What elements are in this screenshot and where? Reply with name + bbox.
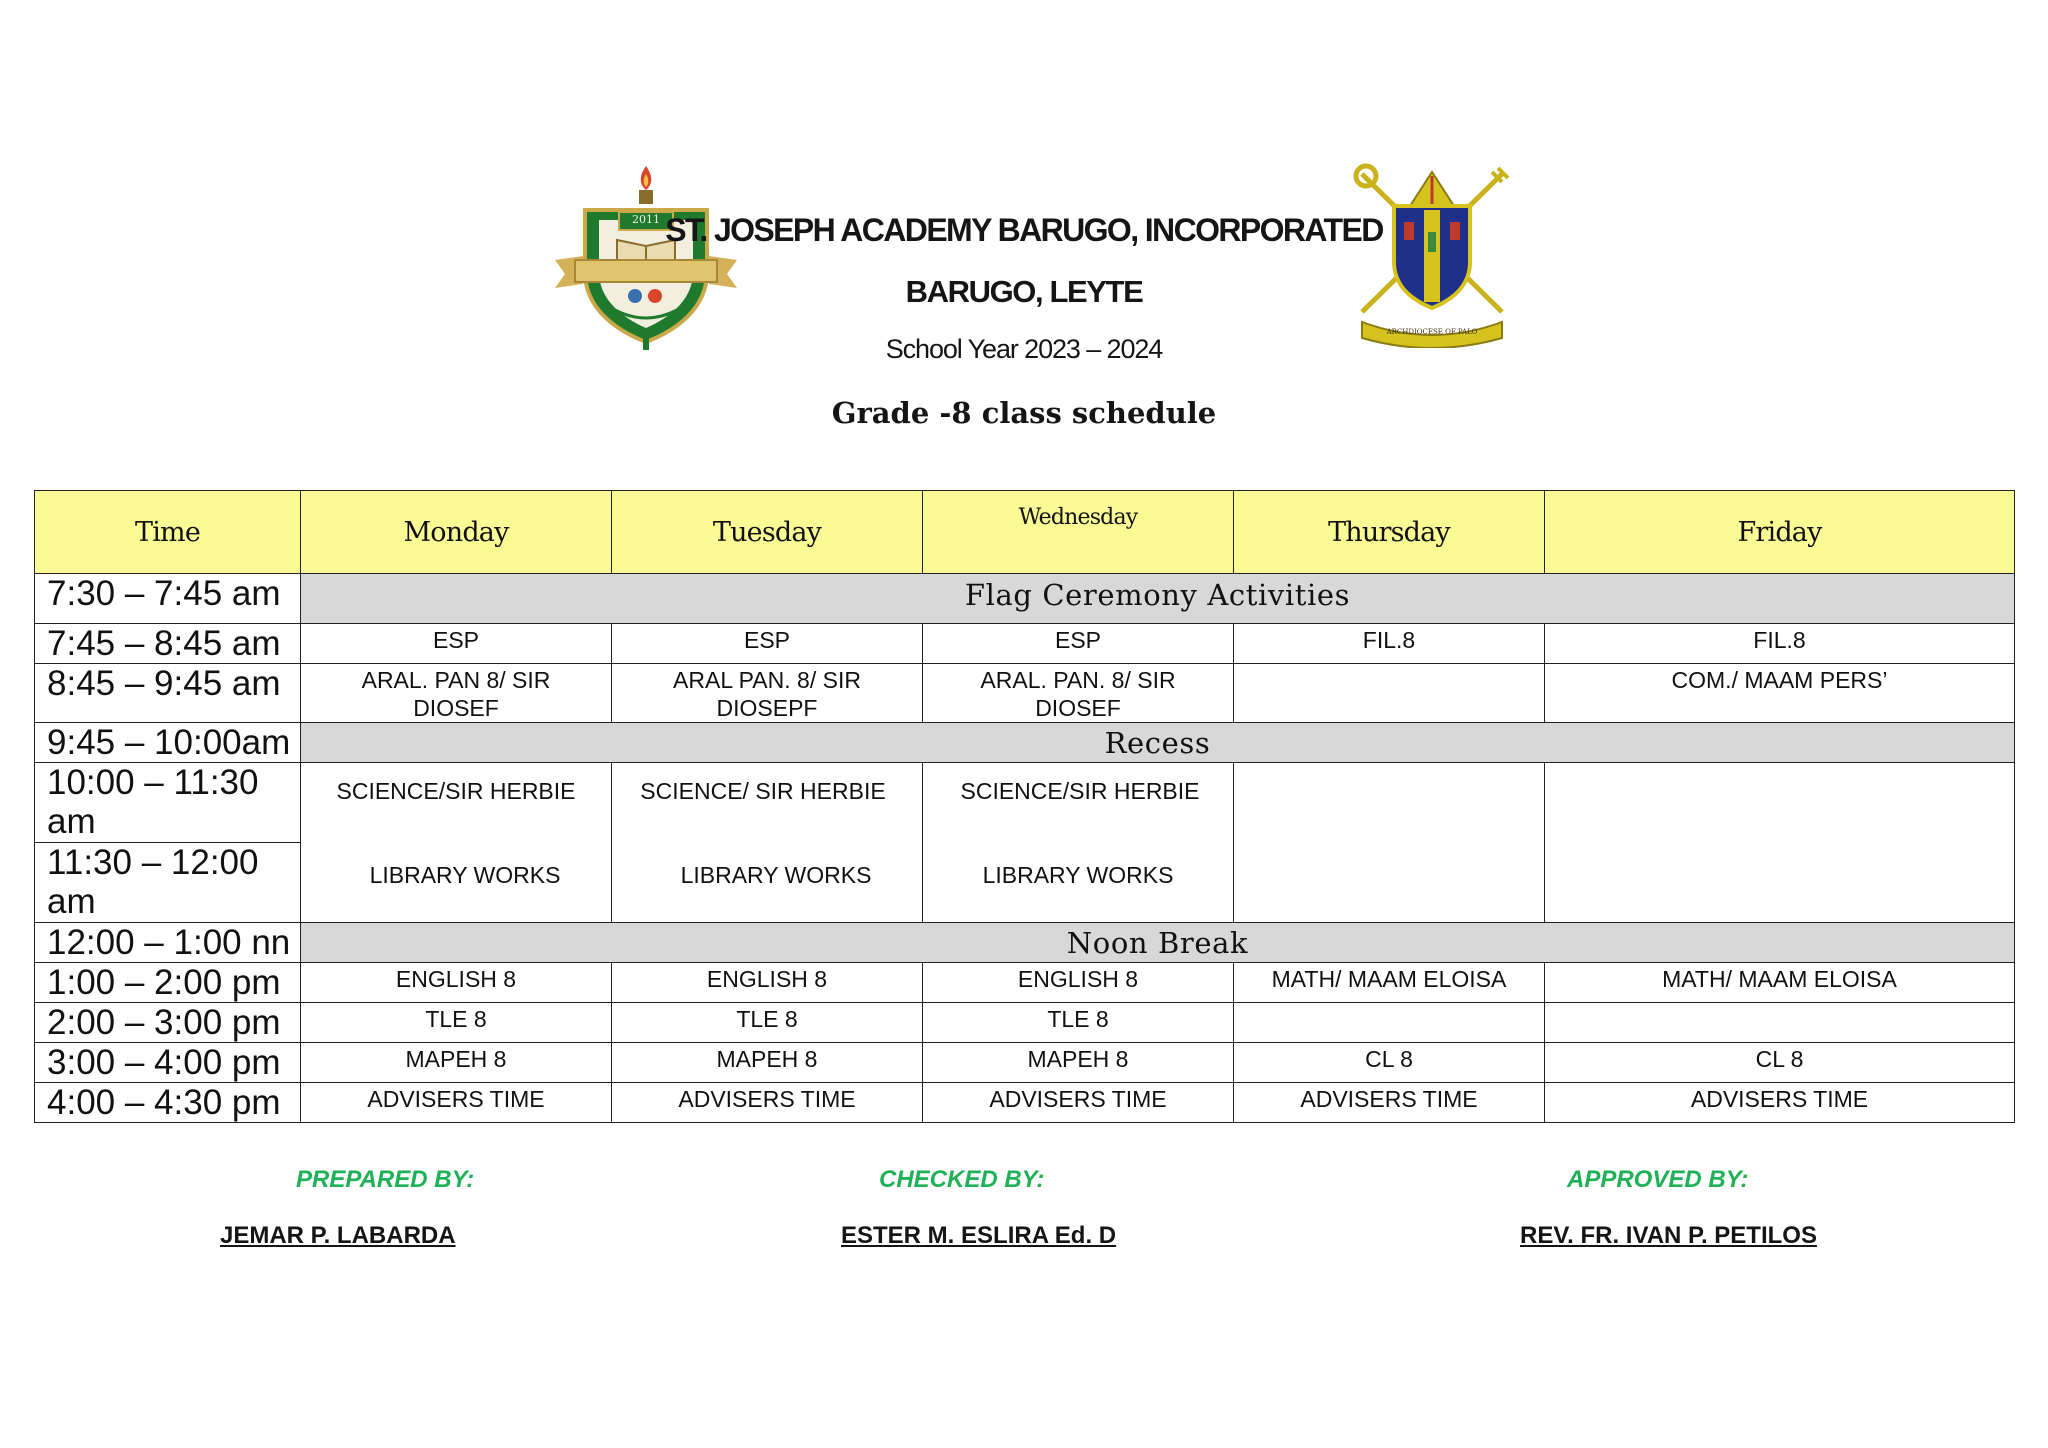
table-row <box>35 923 2015 963</box>
flag-ceremony-cell: Flag Ceremony Activities <box>301 574 2015 624</box>
schedule-cell: FIL.8 <box>1234 624 1545 664</box>
column-header-monday: Monday <box>301 491 612 574</box>
table-row <box>35 1043 2015 1083</box>
schedule-cell-merged <box>923 763 1234 923</box>
library-label: LIBRARY WORKS <box>369 862 561 888</box>
schedule-cell-merged <box>301 763 612 923</box>
table-row <box>35 723 2015 763</box>
schedule-cell-empty <box>1234 763 1545 923</box>
schedule-title: Grade -8 class schedule <box>831 396 1217 430</box>
time-cell: 12:00 – 1:00 nn <box>35 923 301 963</box>
schedule-cell-empty <box>1545 763 2015 923</box>
noon-break-cell: Noon Break <box>301 923 2015 963</box>
table-row <box>35 624 2015 664</box>
schedule-cell: ARAL. PAN. 8/ SIR DIOSEF <box>923 664 1234 723</box>
time-cell: 4:00 – 4:30 pm <box>35 1083 301 1123</box>
time-cell: 2:00 – 3:00 pm <box>35 1003 301 1043</box>
time-cell: 3:00 – 4:00 pm <box>35 1043 301 1083</box>
time-cell: 7:45 – 8:45 am <box>35 624 301 664</box>
schedule-cell: CL 8 <box>1545 1043 2015 1083</box>
document-header <box>0 0 2048 450</box>
schedule-cell: MAPEH 8 <box>612 1043 923 1083</box>
schedule-cell: MATH/ MAAM ELOISA <box>1234 963 1545 1003</box>
table-row <box>35 1083 2015 1123</box>
schedule-cell: TLE 8 <box>612 1003 923 1043</box>
column-header-tuesday: Tuesday <box>612 491 923 574</box>
approved-by-name: REV. FR. IVAN P. PETILOS <box>1520 1222 1817 1249</box>
schedule-cell: MAPEH 8 <box>923 1043 1234 1083</box>
schedule-cell: ESP <box>923 624 1234 664</box>
time-cell: 11:30 – 12:00 am <box>35 843 301 923</box>
schedule-cell: TLE 8 <box>301 1003 612 1043</box>
schedule-cell: ENGLISH 8 <box>301 963 612 1003</box>
school-name: ST. JOSEPH ACADEMY BARUGO, INCORPORATED <box>665 212 1383 248</box>
schedule-cell: ARAL. PAN 8/ SIR DIOSEF <box>301 664 612 723</box>
schedule-cell: ENGLISH 8 <box>612 963 923 1003</box>
column-header-thursday: Thursday <box>1234 491 1545 574</box>
science-label: SCIENCE/SIR HERBIE <box>336 778 576 804</box>
column-header-friday: Friday <box>1545 491 2015 574</box>
table-row <box>35 763 2015 843</box>
schedule-cell: CL 8 <box>1234 1043 1545 1083</box>
library-label: LIBRARY WORKS <box>680 862 872 888</box>
header-row <box>35 491 2015 574</box>
schedule-table <box>34 490 2015 1123</box>
time-cell: 7:30 – 7:45 am <box>35 574 301 624</box>
table-row <box>35 664 2015 723</box>
time-cell: 9:45 – 10:00am <box>35 723 301 763</box>
school-year: School Year 2023 – 2024 <box>885 334 1163 364</box>
library-label: LIBRARY WORKS <box>982 862 1174 888</box>
time-cell: 10:00 – 11:30 am <box>35 763 301 843</box>
time-cell: 8:45 – 9:45 am <box>35 664 301 723</box>
table-row <box>35 1003 2015 1043</box>
science-label: SCIENCE/ SIR HERBIE <box>640 778 886 804</box>
schedule-cell <box>1545 1003 2015 1043</box>
time-cell: 1:00 – 2:00 pm <box>35 963 301 1003</box>
schedule-cell: ESP <box>612 624 923 664</box>
schedule-cell-merged <box>612 763 923 923</box>
schedule-cell: MATH/ MAAM ELOISA <box>1545 963 2015 1003</box>
schedule-cell: ESP <box>301 624 612 664</box>
schedule-cell: ARAL PAN. 8/ SIR DIOSEPF <box>612 664 923 723</box>
schedule-cell: ADVISERS TIME <box>923 1083 1234 1123</box>
left-logo-year: 2011 <box>632 213 660 226</box>
schedule-cell: ADVISERS TIME <box>612 1083 923 1123</box>
schedule-cell: ENGLISH 8 <box>923 963 1234 1003</box>
table-row <box>35 963 2015 1003</box>
right-logo-ribbon-text: ARCHDIOCESE OF PALO <box>1386 328 1478 336</box>
recess-cell: Recess <box>301 723 2015 763</box>
schedule-cell: ADVISERS TIME <box>1545 1083 2015 1123</box>
checked-by-name: ESTER M. ESLIRA Ed. D <box>841 1222 1117 1249</box>
archdiocese-coat-of-arms-icon <box>1352 162 1512 348</box>
prepared-by-name: JEMAR P. LABARDA <box>220 1222 456 1249</box>
schedule-cell <box>1234 1003 1545 1043</box>
school-address: BARUGO, LEYTE <box>905 274 1143 309</box>
schedule-cell <box>1234 664 1545 723</box>
schedule-cell: FIL.8 <box>1545 624 2015 664</box>
approved-by-label: APPROVED BY: <box>1567 1166 1749 1193</box>
column-header-time: Time <box>35 491 301 574</box>
column-header-wednesday: Wednesday <box>923 491 1234 574</box>
checked-by-label: CHECKED BY: <box>879 1166 1045 1193</box>
schedule-cell: TLE 8 <box>923 1003 1234 1043</box>
schedule-cell: COM./ MAAM PERS’ <box>1545 664 2015 723</box>
school-seal-icon <box>555 160 737 352</box>
science-label: SCIENCE/SIR HERBIE <box>960 778 1200 804</box>
schedule-cell: ADVISERS TIME <box>1234 1083 1545 1123</box>
schedule-cell: MAPEH 8 <box>301 1043 612 1083</box>
schedule-cell: ADVISERS TIME <box>301 1083 612 1123</box>
prepared-by-label: PREPARED BY: <box>296 1166 475 1193</box>
table-row <box>35 574 2015 624</box>
